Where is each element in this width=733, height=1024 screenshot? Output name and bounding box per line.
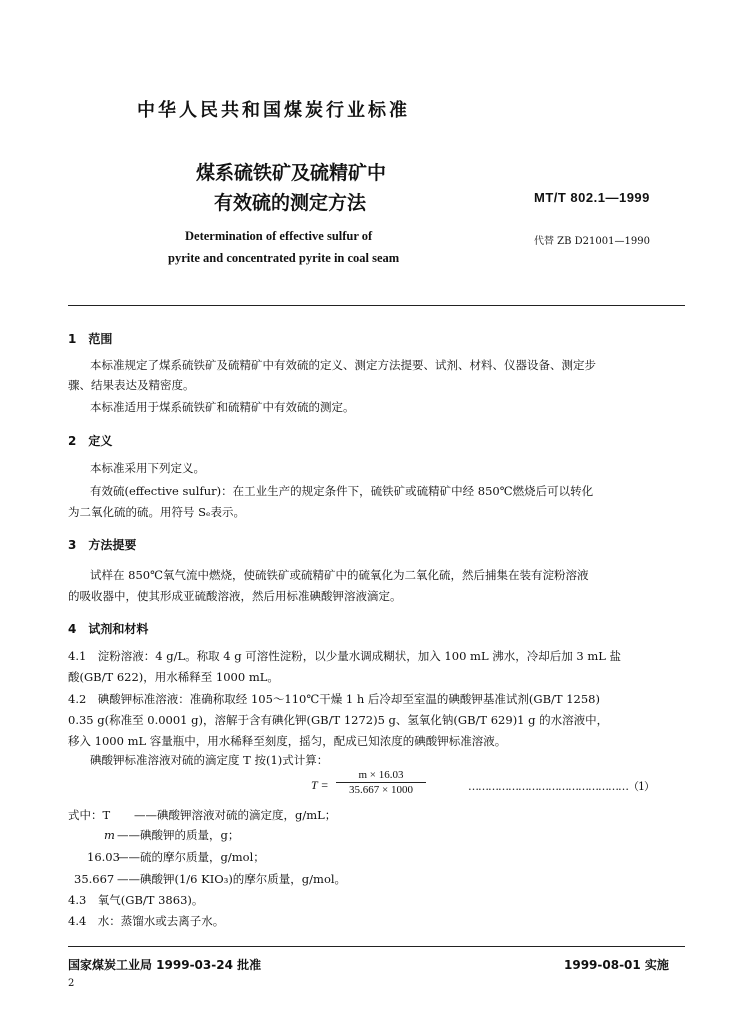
item-4-2: 移入 1000 mL 容量瓶中，用水稀释至刻度，摇匀，配成已知浓度的碘酸钾标准溶液。 <box>68 734 507 748</box>
item-4-1: 4.1 淀粉溶液：4 g/L。称取 4 g 可溶性淀粉，以少量水调成糊状，加入 100 mL 沸水，冷却后加 3 mL 盐 <box>68 649 622 663</box>
item-4-2: 0.35 g(称准至 0.0001 g)，溶解于含有碘化钾(GB/T 1272)5 g、氢氧化钠(GB/T 629)1 g 的水溶液中， <box>68 713 609 727</box>
where-symbol: 16.03 <box>87 850 120 864</box>
page-number: 2 <box>68 978 75 989</box>
where-label: 式中：T <box>68 808 111 822</box>
section-3-paragraph: 的吸收器中，使其形成亚硫酸溶液，然后用标准碘酸钾溶液滴定。 <box>68 589 402 603</box>
item-4-2: 碘酸钾标准溶液对硫的滴定度 T 按(1)式计算： <box>90 753 329 767</box>
header-divider <box>68 305 685 306</box>
replaces-standard: 代替 ZB D21001—1990 <box>534 236 650 247</box>
section-3-paragraph: 试样在 850℃氧气流中燃烧，使硫铁矿或硫精矿中的硫氧化为二氧化硫，然后捕集在装有淀粉溶液 <box>90 568 589 582</box>
section-2-paragraph: 本标准采用下列定义。 <box>90 461 205 475</box>
formula-denominator: 35.667 × 1000 <box>349 784 413 796</box>
section-3-heading: 3 方法提要 <box>68 538 137 552</box>
section-1-paragraph: 骤、结果表达及精密度。 <box>68 378 195 392</box>
formula-numerator: m × 16.03 <box>336 769 426 783</box>
english-title-line1: Determination of effective sulfur of <box>185 229 373 243</box>
where-definition: ——碘酸钾(1/6 KIO₃)的摩尔质量，g/mol。 <box>117 872 347 886</box>
english-title-line2: pyrite and concentrated pyrite in coal seam <box>168 251 400 265</box>
where-symbol: m <box>104 828 115 842</box>
item-4-4: 4.4 水：蒸馏水或去离子水。 <box>68 914 225 928</box>
formula-number: …………………………………………（1） <box>468 780 654 793</box>
where-definition: ——碘酸钾的质量，g； <box>117 828 240 842</box>
approval-date: 国家煤炭工业局 1999-03-24 批准 <box>68 958 262 972</box>
document-title-line1: 煤系硫铁矿及硫精矿中 <box>196 162 387 184</box>
standard-category: 中华人民共和国煤炭行业标准 <box>137 100 410 121</box>
section-2-paragraph: 有效硫(effective sulfur)：在工业生产的规定条件下，硫铁矿或硫精矿中经 850℃燃烧后可以转化 <box>90 484 594 498</box>
implementation-date: 1999-08-01 实施 <box>564 958 669 972</box>
where-definition: ——碘酸钾溶液对硫的滴定度，g/mL； <box>134 808 337 822</box>
standard-code: MT/T 802.1—1999 <box>534 190 650 205</box>
section-1-paragraph: 本标准适用于煤系硫铁矿和硫精矿中有效硫的测定。 <box>90 400 355 414</box>
where-definition: ——硫的摩尔质量，g/mol； <box>117 850 265 864</box>
footer-divider <box>68 946 685 947</box>
section-1-paragraph: 本标准规定了煤系硫铁矿及硫精矿中有效硫的定义、测定方法提要、试剂、材料、仪器设备、测定步 <box>90 358 596 372</box>
section-2-paragraph: 为二氧化硫的硫。用符号 Sₑ表示。 <box>68 505 245 519</box>
item-4-3: 4.3 氧气(GB/T 3863)。 <box>68 893 204 907</box>
item-4-1: 酸(GB/T 622)，用水稀释至 1000 mL。 <box>68 670 279 684</box>
formula-fraction <box>336 769 426 796</box>
section-2-heading: 2 定义 <box>68 434 113 448</box>
where-symbol: 35.667 <box>74 872 115 886</box>
section-4-heading: 4 试剂和材料 <box>68 622 149 636</box>
document-title-line2: 有效硫的测定方法 <box>214 192 367 214</box>
formula-lhs: T = <box>311 778 329 792</box>
item-4-2: 4.2 碘酸钾标准溶液：准确称取经 105～110℃干燥 1 h 后冷却至室温的碘酸钾基准试剂(GB/T 1258) <box>68 692 600 706</box>
section-1-heading: 1 范围 <box>68 332 113 346</box>
